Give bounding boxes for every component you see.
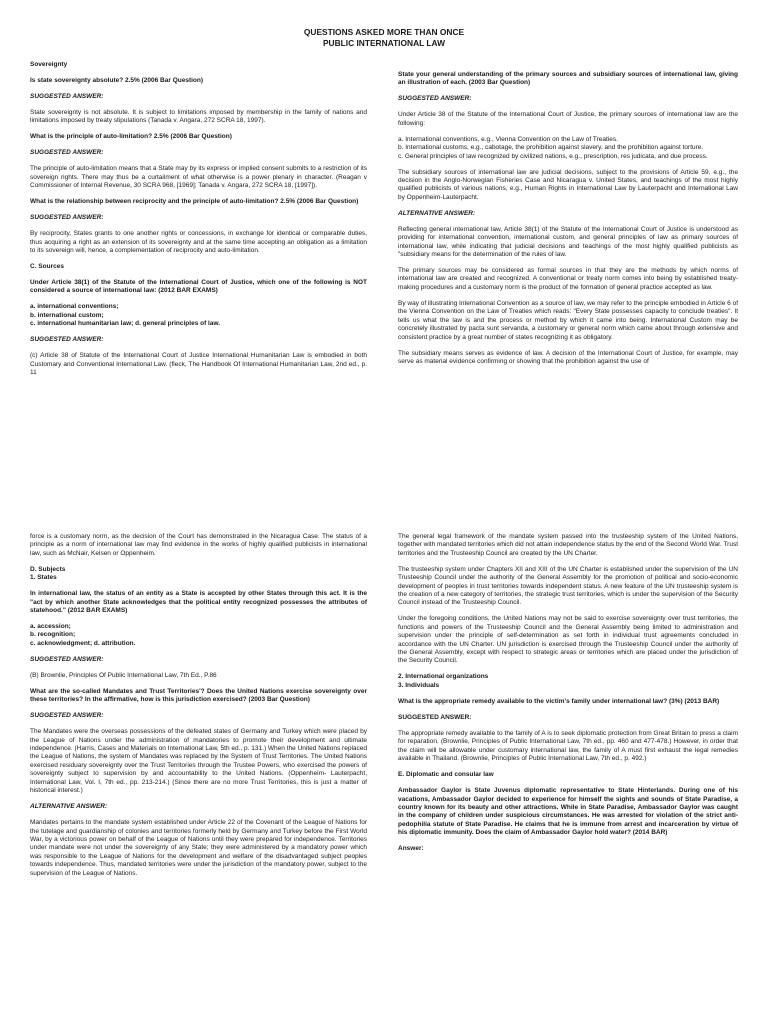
doc-subtitle: PUBLIC INTERNATIONAL LAW [322, 38, 446, 48]
body-paragraph: State sovereignty is not absolute. It is subject to limitations imposed by membership in the family of nations and limitations imposed by treaty stipulations (Tanada v. Angara, 272 SCRA 18, 1997). [30, 109, 367, 125]
body-paragraph: (c) Article 38 of Statute of the International Court of Justice International Humanitarian Law is embodied in both Customary and Conventional International Law. (fleck, The Handbook Of International Humanitarian Law, 2nd ed., p. 11 [30, 352, 367, 377]
body-paragraph: The subsidiary means serves as evidence of law. A decision of the International Court of Justice, for example, may serve as material evidence confirming or showing that the prohibition against the use of [398, 349, 738, 365]
body-paragraph: force is a customary norm, as the decision of the Court has demonstrated in the Nicaragua Case. The status of a principle as a norm of international law may find evidence in the works of highly qualified publicists in international law, such as McNair, Kelsen or Oppenheim. [30, 533, 367, 557]
heading-paragraph: SUGGESTED ANSWER: [30, 93, 104, 100]
body-paragraph: By way of illustrating International Convention as a source of law, we may refer to the principle embodied in Article 6 of the Vienna Convention on the Law of Treaties which reads: "Every State possesses capacity to conclude treaties". It tells us what the law is and the process or method by which it came into being. International Custom may be concretely illustrated by pacta sunt servanda, a customary or general norm which came about through extensive and consistent practice by a great number of states recognizing it as obligatory. [398, 299, 738, 341]
heading-paragraph: a. accession; b. recognition; c. acknowledgment; d. attribution. [30, 623, 136, 647]
heading-paragraph: SUGGESTED ANSWER: [398, 95, 472, 103]
heading-paragraph: SUGGESTED ANSWER: [30, 149, 104, 157]
heading-paragraph: E. Diplomatic and consular law [398, 771, 494, 779]
heading-paragraph: D. Subjects 1. States [30, 565, 66, 582]
body-paragraph: The appropriate remedy available to the family of A is to seek diplomatic protection from Great Britain to press a claim for reparation. (Brownlie, Principles of Public International Law, 7th ed., pp. 460 and 477-478.) However, in order that the claim will be allowable under customary international law, the family of A must first exhaust the legal remedies available in Thailand. (Brownlie, Principles of Public International Law, 7th ed., p. 492.) [398, 729, 738, 763]
body-paragraph: By reciprocity, States grants to one another rights or concessions, in exchange for identical or comparable duties, thus acquiring a right as an extension of its sovereignty and at the same time accepting an obligation as a limitation to its sovereign will, hence, a complementation of reciprocity and auto-limitation. [30, 230, 367, 255]
heading-paragraph: What is the relationship between reciprocity and the principle of auto-limitation? 2.5% (2006 Bar Question) [30, 198, 359, 206]
heading-paragraph: SUGGESTED ANSWER: [398, 713, 472, 721]
heading-paragraph: ALTERNATIVE ANSWER: [398, 209, 476, 217]
body-paragraph: The general legal framework of the mandate system passed into the trusteeship system of the United Nations, together with mandated territories which did not attain independence status by the end of the Second World War. Trust territories and the Trusteeship Council are created by the UN Charter. [398, 533, 739, 557]
heading-paragraph: SUGGESTED ANSWER: [30, 214, 104, 222]
heading-paragraph: In international law, the status of an entity as a State is accepted by other States through this act. It is the "act by which another State acknowledges that the political entity recognized possesses the attributes of statehood." (2012 BAR EXAMS) [30, 590, 367, 615]
heading-paragraph: C. Sources [30, 263, 64, 271]
body-paragraph: Under Article 38 of the Statute of the International Court of Justice, the primary sources of international law are the following: [398, 111, 738, 127]
body-paragraph: The primary sources may be considered as formal sources in that they are the methods by which norms of international law are created and recognized. A conventional or treaty norm comes into being by established treaty-making procedures and a customary norm is the product of the formation of general practice accepted as law. [398, 267, 738, 291]
heading-paragraph: ALTERNATIVE ANSWER: [30, 803, 108, 811]
body-paragraph: The Mandates were the overseas possessions of the defeated states of Germany and Turkey which were placed by the League of Nations under the administration of mandatories to promote their development and ultimate independence. (Harris, Cases and Materials on International Law, 5th ed., p. 131.) When the United Nations replaced the League of Nations, the system of Mandates was replaced by the System of Trust Territories. The United Nations exercised residuary sovereignty over the Trust Territories through the Trustee Powers, who exercised the powers of sovereignty subject to supervision by and accountability to the United Nations. (Oppenheim- Lauterpacht, International Law, Vol. I, 7th ed., pp. 213-214.) (Since there are no more Trust Territories, this is just a matter of historical interest.) [30, 728, 367, 795]
heading-paragraph: a. international conventions; b. international custom; c. international humanitarian law; d. general principles of law. [30, 303, 221, 328]
body-paragraph: The trusteeship system under Chapters XII and XIII of the UN Charter is established under the supervision of the UN Trusteeship Council under the authority of the General Assembly for the promotion of political and socio-economic development of peoples in trust territories towards independent status. A new feature of the UN trusteeship system is the creation of a new category of territories, the strategic trust territories, which is under the supervision of the Security Council instead of the Trusteeship Council. [398, 565, 738, 607]
page-2-left-column [30, 533, 367, 886]
heading-paragraph: Sovereignty [30, 61, 68, 68]
heading-paragraph: Ambassador Gaylor is State Juvenus diplomatic representative to State Hinterlands. During one of his vacations, Ambassador Gaylor decided to experience for himself the sights and sounds of State Paradise, a country known for its beauty and other attractions. While in State Paradise, Ambassador Gaylor was caught in the company of children under suspicious circumstances. He was arrested for violation of the strict anti-pedophilia statute of State Paradise. He claims that he is immune from arrest and incarceration by virtue of his diplomatic immunity. Does the claim of Ambassador Gaylor hold water? (2014 BAR) [398, 787, 738, 837]
heading-paragraph: Under Article 38(1) of the Statute of the International Court of Justice, which one of the following is NOT considered a source of international law: (2012 BAR EXAMS) [30, 279, 367, 295]
doc-title: QUESTIONS ASKED MORE THAN ONCE [303, 27, 465, 37]
body-paragraph: The principle of auto-limitation means that a State may by its express or implied consent submits to a restriction of its sovereign rights. There may thus be a curtailment of what otherwise is a power plenary in character. (Reagan v Commissioner of Internal Revenue, 30 SCRA 968, [1969]; Tanada v. Angara, 272 SCRA 18, [1997]). [30, 165, 367, 190]
body-paragraph: Reflecting general international law, Article 38(1) of the Statute of the International Court of Justice is understood as providing for international convention, international custom, and general principles of law as primary sources of international law, while indicating that judicial decisions and teachings of the most highly qualified publicists as "subsidiary means for the determination of the rules of law. [398, 225, 738, 259]
body-paragraph: Mandates pertains to the mandate system established under Article 22 of the Covenant of the League of Nations for the tutelage and guardianship of colonies and territories formerly held by Germany and Turkey before the First World War, by a victorious power on behalf of the League of Nations until they were prepared for independence. Territories under mandate were not under the sovereignty of any State; they were administered by a mandatory power which was responsible to the League of Nations for the development and welfare of the disadvantaged subject peoples towards independence. Thus, mandated territories were under the jurisdiction of the mandatory power, subject to the supervision of the League of Nations. [30, 819, 367, 877]
body-paragraph: The subsidiary sources of international law are judicial decisions, subject to the provisions of Article 59, e.g., the decision in the Anglo-Norwegian Fisheries Case and Nicaragua v. United States, and teachings of the most highly qualified publicists of various nations, e.g., Human Rights in International Law by Lauterpacht and International Law by Oppenheim-Lauterpacht. [398, 168, 738, 201]
heading-paragraph: What is the appropriate remedy available to the victim's family under international law? (3%) (2013 BAR) [398, 697, 720, 705]
heading-paragraph: SUGGESTED ANSWER: [30, 336, 104, 344]
heading-paragraph: Answer: [398, 845, 424, 853]
heading-paragraph: What is the principle of auto-limitation? 2.5% (2006 Bar Question) [30, 133, 232, 141]
body-paragraph: a. International conventions, e.g., Vienna Convention on the Law of Treaties. b. International customs, e.g., cabotage, the prohibition against slavery, and the prohibition against torture. c. General principles of law recognized by civilized nations, e.g., prescription, res judicata, and due process. [398, 135, 708, 160]
heading-paragraph: State your general understanding of the primary sources and subsidiary sources of international law, giving an illustration of each. (2003 Bar Question) [398, 71, 738, 87]
page-2-right-column [398, 533, 738, 861]
heading-paragraph: SUGGESTED ANSWER: [30, 712, 104, 720]
body-paragraph: (B) Brownlie, Principles Of Public International Law, 7th Ed., P.86 [30, 671, 217, 679]
page-1-right-column [398, 71, 738, 374]
heading-paragraph: SUGGESTED ANSWER: [30, 655, 104, 663]
heading-paragraph: Is state sovereignty absolute? 2.5% (2006 Bar Question) [30, 77, 204, 84]
page-2 [0, 512, 768, 1024]
heading-paragraph: What are the so-called Mandates and Trust Territories'? Does the United Nations exercise sovereignty over these territories? In the affirmative, how is this jurisdiction exercised? (2003 Bar Question) [30, 687, 367, 704]
body-paragraph: Under the foregoing conditions, the United Nations may not be said to exercise sovereignty over trust territories, the functions and powers of the Trusteeship Council and the General Assembly being limited to administration and supervision under the principle of self-determination as set forth in individual trust agreements concluded in accordance with the UN Charter. UN jurisdiction is exercised through the Trusteeship Council under the authority of the General Assembly, except with respect to strategic areas or territories which are placed under the jurisdiction of the Security Council. [398, 615, 738, 665]
page-1-left-column [30, 61, 367, 385]
heading-paragraph: 2. International organizations 3. Individuals [398, 673, 489, 689]
